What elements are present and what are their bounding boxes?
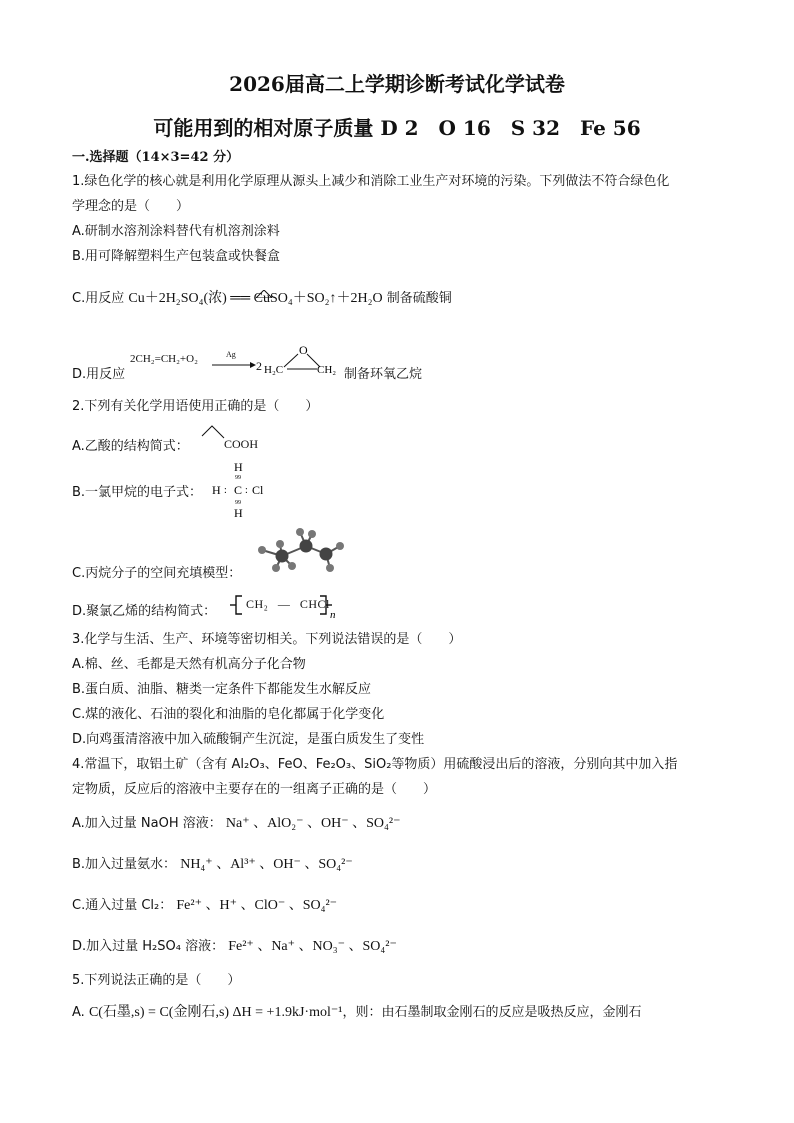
q4-option-a xyxy=(72,816,400,832)
q1-stem-line2: 学理念的是（ ） xyxy=(72,199,190,214)
section-heading: 一.选择题（14×3=42 分） xyxy=(72,150,240,165)
q5-stem: 5.下列说法正确的是（ ） xyxy=(72,973,241,988)
svg-text:H: H xyxy=(234,506,243,520)
svg-text::: : xyxy=(245,485,248,496)
svg-text:CH₂: CH₂ xyxy=(317,364,337,376)
q4-option-b-ions: NH₄⁺ 、Al³⁺ 、OH⁻ 、SO₄²⁻ xyxy=(180,857,353,872)
q2-option-d-formula: CH₂ — CHCl xyxy=(246,597,330,611)
q2-stem: 2.下列有关化学用语使用正确的是（ ） xyxy=(72,399,319,414)
q4-option-b xyxy=(72,857,353,873)
q2-option-a-formula: COOH xyxy=(224,437,259,451)
q3-option-d: D.向鸡蛋清溶液中加入硫酸铜产生沉淀，是蛋白质发生了变性 xyxy=(72,732,425,747)
q1-option-d xyxy=(72,367,125,383)
q1-option-c-prefix: C.用反应 xyxy=(72,291,125,306)
q4-option-d-ions: Fe²⁺ 、Na⁺ 、NO₃⁻ 、SO₄²⁻ xyxy=(228,939,397,954)
q4-stem-line2: 定物质，反应后的溶液中主要存在的一组离子正确的是（ ） xyxy=(72,782,437,797)
svg-text:H: H xyxy=(212,483,221,497)
q1-option-c-suffix: 制备硫酸铜 xyxy=(386,291,452,306)
q5-option-a-prefix: A. xyxy=(72,1005,85,1020)
q4-option-d-prefix: D.加入过量 H₂SO₄ 溶液： xyxy=(72,939,225,954)
q1-option-c-equation: Cu＋2H₂SO₄(浓) ══ CuSO₄＋SO₂↑＋2H₂O xyxy=(128,291,383,306)
svg-text:99: 99 xyxy=(235,475,241,481)
pvc-bracket-right-icon xyxy=(318,594,340,624)
q4-option-a-prefix: A.加入过量 NaOH 溶液： xyxy=(72,816,222,831)
q2-option-d-prefix: D.聚氯乙烯的结构简式： xyxy=(72,604,217,619)
svg-text:O: O xyxy=(299,343,308,357)
q2-option-a-prefix: A.乙酸的结构简式： xyxy=(72,439,189,454)
q1-option-d-reactants: 2CH₂=CH₂+O₂ xyxy=(130,353,198,365)
q1-option-d-prefix: D.用反应 xyxy=(72,367,126,382)
q5-option-a-equation: C(石墨,s) = C(金刚石,s) ΔH = +1.9kJ·mol⁻¹ xyxy=(88,1005,343,1020)
q1-option-b: B.用可降解塑料生产包装盒或快餐盒 xyxy=(72,249,281,264)
svg-text::: : xyxy=(224,485,227,496)
q2-option-b-prefix: B.一氯甲烷的电子式： xyxy=(72,485,203,500)
propane-space-filling-model-icon xyxy=(252,524,352,578)
q1-option-d-suffix: 制备环氧乙烷 xyxy=(344,367,423,382)
q4-option-a-ions: Na⁺ 、AlO₂⁻ 、OH⁻ 、SO₄²⁻ xyxy=(225,816,401,831)
q3-option-c: C.煤的液化、石油的裂化和油脂的皂化都属于化学变化 xyxy=(72,707,385,722)
q3-option-a: A.棉、丝、毛都是天然有机高分子化合物 xyxy=(72,657,306,672)
q3-stem: 3.化学与生活、生产、环境等密切相关。下列说法错误的是（ ） xyxy=(72,632,462,647)
q4-option-b-prefix: B.加入过量氨水： xyxy=(72,857,177,872)
q4-stem-line1: 4.常温下，取铝土矿（含有 Al₂O₃、FeO、Fe₂O₃、SiO₂等物质）用硫酸浸出后的溶液，分别向其中加入指 xyxy=(72,757,678,772)
q1-stem-line1: 1.绿色化学的核心就是利用化学原理从源头上减少和消除工业生产对环境的污染。下列做法不符合绿色化 xyxy=(72,174,670,189)
pvc-bracket-left-icon xyxy=(230,594,244,620)
svg-text:H: H xyxy=(234,460,243,474)
q2-option-c-prefix: C.丙烷分子的空间充填模型： xyxy=(72,566,242,581)
svg-text:n: n xyxy=(330,609,336,620)
svg-text:H₂C: H₂C xyxy=(264,364,284,376)
q5-option-a-suffix: ，则：由石墨制取金刚石的反应是吸热反应，金刚石 xyxy=(342,1005,642,1020)
q1-option-d-catalyst: Ag xyxy=(226,350,236,359)
q1-option-a: A.研制水溶剂涂料替代有机溶剂涂料 xyxy=(72,224,280,239)
q5-option-a xyxy=(72,1005,641,1021)
q1-option-d-coef: 2 xyxy=(256,359,262,373)
q4-option-c-prefix: C.通入过量 Cl₂： xyxy=(72,898,173,913)
ethylene-oxide-structure-icon xyxy=(262,342,344,380)
q4-option-c-ions: Fe²⁺ 、H⁺ 、ClO⁻ 、SO₄²⁻ xyxy=(176,898,338,913)
svg-text:C: C xyxy=(234,483,243,497)
q1-heat-triangle-icon xyxy=(256,283,272,302)
exam-title: 2026届高二上学期诊断考试化学试卷 xyxy=(229,72,565,96)
q4-option-d xyxy=(72,939,397,955)
chloromethane-electron-dots-icon xyxy=(212,460,272,526)
svg-text:Cl: Cl xyxy=(252,483,264,497)
svg-text:99: 99 xyxy=(235,500,241,506)
atomic-mass-line: 可能用到的相对原子质量 D 2 O 16 S 32 Fe 56 xyxy=(153,116,641,140)
q3-option-b: B.蛋白质、油脂、糖类一定条件下都能发生水解反应 xyxy=(72,682,372,697)
q4-option-c xyxy=(72,898,337,914)
